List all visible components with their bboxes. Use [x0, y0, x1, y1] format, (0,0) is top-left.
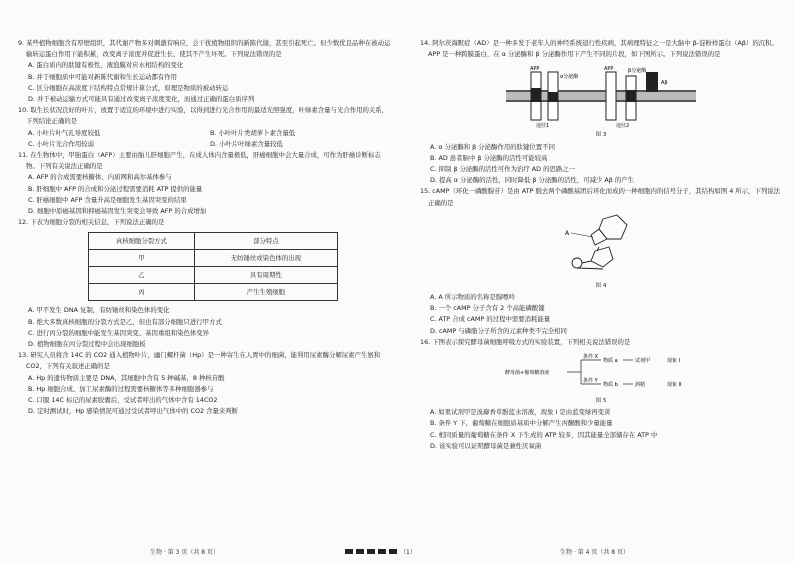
svg-text:现象 Ⅰ: 现象 Ⅰ — [667, 358, 681, 365]
app-protein — [606, 72, 616, 120]
question-stem: 15. cAMP（环化一磷酸腺苷）是由 ATP 脱去两个磷酸基团后环化而成的一种细胞内的信号分子，其结构如图 4 所示，下列说法正确的是 — [420, 187, 781, 207]
option-a: A. Hp 的遗传物质主要是 DNA，其细胞中含有 5 种碱基，8 种核苷酸 — [28, 373, 225, 382]
question-16 — [420, 337, 782, 452]
option-b: B. 并于细胞质中可能对新陈代谢和生长运动都有作用 — [28, 72, 178, 81]
option-c: C. 进行丙分裂的细胞中能发生基因突变、基因重组和染色体变异 — [28, 328, 210, 337]
left-column — [18, 38, 392, 417]
question-stem: 10. 取生长状况良好的叶片，放置于适宜的环境中进行实验，以得到进行光合作用的最适光照强度，叶绿素含量与光合作用的关系，下列结论正确的是 — [18, 106, 389, 126]
svg-text:途径2: 途径2 — [616, 123, 630, 129]
ribose-ring — [591, 247, 613, 267]
option-d: D. cAMP 与磷脂分子所含的元素种类不完全相同 — [430, 326, 567, 335]
option-b: B. 条件 Y 下，葡萄糖在细胞质基质中分解产生丙酮酸和少量能量 — [430, 419, 613, 428]
option-a: A. 甲不发生 DNA 复制，有纺锤丝和染色体的变化 — [28, 306, 170, 315]
option-b: B. 绝大多数真核细胞的分裂方式是乙，但也有部分细胞只进行甲方式 — [28, 317, 222, 326]
svg-text:β分泌酶: β分泌酶 — [628, 68, 647, 75]
option-d: D. 植物细胞在丙分裂过程中会出现细胞板 — [28, 340, 146, 349]
question-13 — [18, 350, 392, 417]
option-c: C. 肝癌细胞中 AFP 含量升高是细胞发生基因突变的结果 — [28, 195, 187, 204]
svg-text:酒精: 酒精 — [635, 382, 646, 389]
question-10 — [18, 105, 392, 150]
question-stem: 9. 某些植物细胞含有厚壁组织，其代谢产物多对刺激有响应，会干扰植物组织的新陈代谢，甚至引起死亡。但少数优良品种在被动运输转运蛋白作用下能积累，改变离子浓度并促进生长，使其不产生坏死。下列说法错误的是 — [18, 39, 391, 59]
abeta-fragment — [646, 72, 658, 92]
option-d: D. 该实验可以证明酵母菌是兼性厌氧菌 — [430, 441, 542, 450]
question-9 — [18, 38, 392, 105]
svg-text:A: A — [565, 229, 570, 237]
option-c: C. 小叶片光合作用较弱 — [28, 139, 95, 148]
option-a: A. α 分泌酶和 β 分泌酶作用的肽键位置不同 — [430, 142, 555, 151]
yeast-respiration-diagram — [501, 350, 701, 394]
option-b: B. 一个 cAMP 分子含有 2 个高能磷酸键 — [430, 304, 545, 313]
svg-text:条件 Y: 条件 Y — [583, 378, 598, 385]
table-row: 甲 无纺锤丝或染色体的出现 — [89, 250, 338, 267]
option-a: A. 如果试剂甲是溴麝香草酚蓝水溶液，现象 Ⅰ 是由蓝变绿再变黄 — [430, 408, 611, 417]
question-stem: 14. 阿尔茨海默症（AD）是一种多发于老年人的神经系统退行性疾病，其病理特征之一是大脑中 β-淀粉样蛋白（Aβ）的沉积。APP 是一种跨膜蛋白，在 α 分泌酶和 β 分泌酶作用下产生不同的片段，如下图所示。下列说法错误的是 — [420, 39, 778, 59]
svg-text:条件 X: 条件 X — [583, 354, 599, 361]
svg-text:途径1: 途径1 — [536, 123, 550, 129]
option-d: D. 细胞中原癌基因和抑癌基因发生突变会导致 AFP 的合成增加 — [28, 207, 207, 216]
option-c: C. 区分细胞在高浓度下结构特点常规计算公式，原理是物质的被动转运 — [28, 83, 229, 92]
option-c: C. 相同质量的葡萄糖在条件 X 下生成的 ATP 较多，因其能量全部储存在 ATP 中 — [430, 430, 658, 439]
option-a: A. 蛋白质内的肽键有极性，液泡膜对应水相结构的变化 — [28, 61, 184, 70]
option-d: D. 定时测试时，Hp 感染情况可通过受试者呼出气体中的 CO2 含量来判断 — [28, 407, 239, 416]
table-header: 真核细胞分裂方式 — [89, 233, 195, 250]
svg-text:酵母菌+葡萄糖溶液: 酵母菌+葡萄糖溶液 — [505, 370, 550, 377]
option-d: D. 提高 α 分泌酶的活性，同时降低 β 分泌酶的活性，可减少 Aβ 的产生 — [430, 176, 635, 185]
adenine-ring — [599, 215, 627, 239]
cell-division-table — [88, 232, 338, 301]
app-cleavage-diagram — [486, 62, 716, 128]
option-b: B. Hp 细胞合成、加工尿素酶的过程需要核糖体等多种细胞器参与 — [28, 384, 214, 393]
svg-text:物质 b: 物质 b — [603, 382, 618, 389]
option-a: A. 小叶片叶气孔导度较低 — [28, 128, 101, 137]
svg-text:Aβ: Aβ — [661, 80, 668, 87]
question-stem: 12. 下表为细胞分裂的相关信息，下列说法正确的是 — [18, 218, 165, 227]
figure-caption: 图 4 — [595, 282, 607, 289]
svg-text:物质 a: 物质 a — [603, 358, 618, 365]
question-stem: 11. 在生物体中，甲胎蛋白（AFP）主要由胎儿肝细胞产生，在成人体内含量极低，肝癌细胞中会大量合成，可作为肝癌诊断标志物。下列有关说法正确的是 — [18, 151, 381, 171]
svg-text:APP: APP — [604, 66, 614, 73]
page-marker: （1） — [345, 547, 416, 556]
figure-caption: 图 3 — [595, 132, 607, 139]
page-footer-right: 生物 · 第 4 页（共 8 页） — [560, 549, 629, 556]
svg-text:α分泌酶: α分泌酶 — [560, 74, 579, 81]
svg-text:现象 Ⅱ: 现象 Ⅱ — [667, 382, 682, 389]
svg-text:APP: APP — [530, 66, 540, 73]
option-a: A. AFP 的合成需要核糖体、内质网和高尔基体参与 — [28, 173, 172, 182]
option-d: D. 小叶片叶绿素含量较低 — [210, 139, 283, 148]
page-footer-left: 生物 · 第 3 页（共 8 页） — [150, 549, 219, 556]
question-15 — [420, 186, 782, 336]
question-11 — [18, 150, 392, 217]
question-stem: 13. 研究人员将含 14C 的 CO2 通入植物叶片，幽门螺杆菌（Hp）是一种寄生在人胃中的细菌，能利用尿素酶分解尿素产生氨和 CO2，下列有关叙述正确的是 — [18, 351, 381, 371]
option-d: D. 并于被动运输方式可能具有通过改变离子浓度变化，而通过正确的蛋白质序列 — [28, 95, 255, 104]
question-14 — [420, 38, 782, 186]
option-c: C. 口服 14C 标记的尿素胶囊后，受试者呼出的气体中含有 14CO2 — [28, 396, 218, 405]
table-header: 部分特点 — [194, 233, 337, 250]
option-b: B. 肝细胞中 AFP 的合成和分泌过程需要消耗 ATP 提供的能量 — [28, 184, 203, 193]
option-b: B. AD 患者脑中 β 分泌酶的活性可能较高 — [430, 153, 548, 162]
option-a: A. A 所示物质的名称是腺嘌呤 — [430, 293, 516, 302]
phosphate-group — [572, 258, 582, 268]
camp-structure-diagram — [541, 211, 661, 279]
question-12 — [18, 217, 392, 350]
option-c: C. ATP 合成 cAMP 的过程中需要消耗能量 — [430, 315, 551, 324]
option-b: B. 小叶叶片类胡萝卜素含量低 — [210, 128, 296, 137]
right-column — [420, 38, 782, 452]
table-row: 丙 产生生殖细胞 — [89, 284, 338, 301]
question-stem: 16. 下图表示探究酵母菌细胞呼吸方式的实验装置，下列相关说法错误的是 — [420, 337, 631, 346]
svg-text:试剂甲: 试剂甲 — [635, 358, 651, 365]
figure-caption: 图 5 — [595, 398, 607, 405]
option-c: C. 抑制 β 分泌酶的活性可作为治疗 AD 的思路之一 — [430, 165, 576, 174]
table-row: 乙 具有周期性 — [89, 267, 338, 284]
